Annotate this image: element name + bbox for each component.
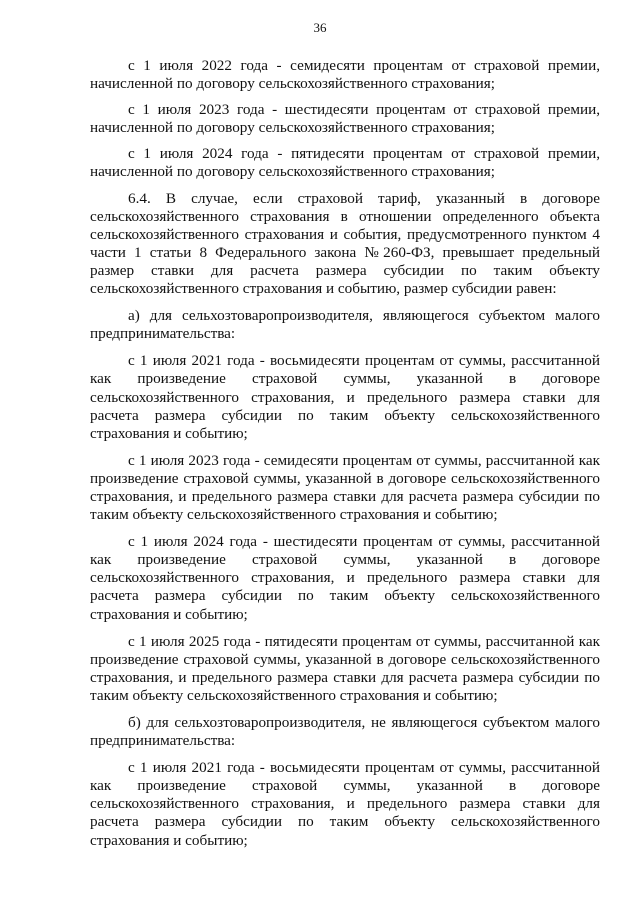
paragraph-premium-2022: с 1 июля 2022 года - семидесяти процентам от страховой премии, начисленной по договору сельскохозяйственного страхования; (90, 57, 600, 93)
paragraph-b-2021: с 1 июля 2021 года - восьмидесяти процентам от суммы, рассчитанной как произведение страховой суммы, указанной в договоре сельскохозяйственного страхования, и предельного размера ставки для расчета размера субсидии по таким объекту сельскохозяйственного страхования и событию; (90, 759, 600, 849)
paragraph-a-2023: с 1 июля 2023 года - семидесяти процентам от суммы, рассчитанной как произведение страховой суммы, указанной в договоре сельскохозяйственного страхования, и предельного размера ставки для расчета размера субсидии по таким объекту сельскохозяйственного страхования и событию; (90, 451, 600, 524)
page-number: 36 (313, 20, 327, 35)
paragraph-subclause-b: б) для сельхозтоваропроизводителя, не являющегося субъектом малого предпринимательства: (90, 714, 600, 750)
document-body (90, 57, 600, 859)
paragraph-a-2021: с 1 июля 2021 года - восьмидесяти процентам от суммы, рассчитанной как произведение страховой суммы, указанной в договоре сельскохозяйственного страхования, и предельного размера ставки для расчета размера субсидии по таким объекту сельскохозяйственного страхования и событию; (90, 352, 600, 442)
paragraph-subclause-a: а) для сельхозтоваропроизводителя, являющегося субъектом малого предпринимательства: (90, 307, 600, 343)
paragraph-a-2025: с 1 июля 2025 года - пятидесяти процентам от суммы, рассчитанной как произведение страховой суммы, указанной в договоре сельскохозяйственного страхования, и предельного размера ставки для расчета размера субсидии по таким объекту сельскохозяйственного страхования и событию; (90, 632, 600, 704)
paragraph-premium-2023: с 1 июля 2023 года - шестидесяти процентам от страховой премии, начисленной по договору сельскохозяйственного страхования; (90, 101, 600, 137)
paragraph-clause-6-4: 6.4. В случае, если страховой тариф, указанный в договоре сельскохозяйственного страхования в отношении определенного объекта сельскохозяйственного страхования и события, предусмотренного пунктом 4 части 1 статьи 8 Федерального закона №260-ФЗ, превышает предельный размер ставки для расчета размера субсидии по таким объекту сельскохозяйственного страхования и событию, размер субсидии равен: (90, 189, 600, 298)
paragraph-premium-2024: с 1 июля 2024 года - пятидесяти процентам от страховой премии, начисленной по договору сельскохозяйственного страхования; (90, 145, 600, 181)
paragraph-a-2024: с 1 июля 2024 года - шестидесяти процентам от суммы, рассчитанной как произведение страховой суммы, указанной в договоре сельскохозяйственного страхования, и предельного размера ставки для расчета размера субсидии по таким объекту сельскохозяйственного страхования и событию; (90, 533, 600, 623)
